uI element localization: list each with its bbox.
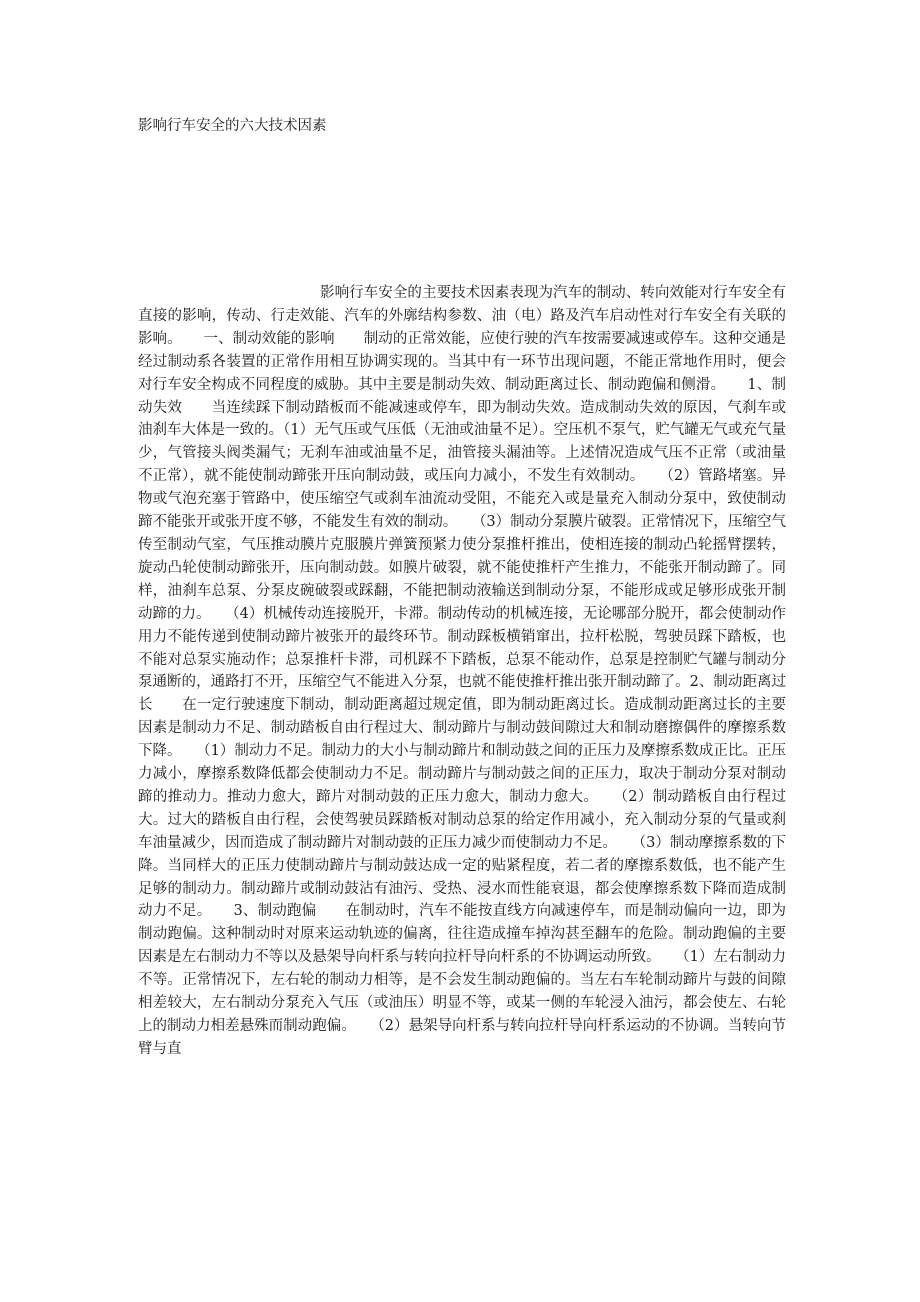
document-title: 影响行车安全的六大技术因素 — [138, 118, 327, 134]
document-body: 影响行车安全的主要技术因素表现为汽车的制动、转向效能对行车安全有直接的影响，传动、行走效能、汽车的外廓结构参数、油（电）路及汽车启动性对行车安全有关联的影响。 一、制动效能的影响 制动的正常效能，应使行驶的汽车按需要减速或停车。这种交通是经过制动系各装置的正常作用相互协调实现的。当其中有一环节出现问题，不能正常地作用时，便会对行车安全构成不同程度的威胁。其中主要是制动失效、制动距离过长、制动跑偏和侧滑。 1、制动失效 当连续踩下制动踏板而不能减速或停车，即为制动失效。造成制动失效的原因，气刹车或油刹车大体是一致的。（1）无气压或气压低（无油或油量不足）。空压机不泵气，贮气罐无气或充气量少，气管接头阀类漏气；无刹车油或油量不足，油管接头漏油等。上述情况造成气压不正常（或油量不正常），就不能使制动蹄张开压向制动鼓，或压向力减小，不发生有效制动。 （2）管路堵塞。异物或气泡充塞于管路中，使压缩空气或刹车油流动受阻，不能充入或是量充入制动分泵中，致使制动蹄不能张开或张开度不够，不能发生有效的制动。 （3）制动分泵膜片破裂。正常情况下，压缩空气传至制动气室，气压推动膜片克服膜片弹簧预紧力使分泵推杆推出，使相连接的制动凸轮摇臂摆转，旋动凸轮使制动蹄张开，压向制动鼓。如膜片破裂，就不能使推杆产生推力，不能张开制动蹄了。同样，油刹车总泵、分泵皮碗破裂或踩翻，不能把制动液输送到制动分泵，不能形成或足够形成张开制动蹄的力。 （4）机械传动连接脱开，卡滞。制动传动的机械连接，无论哪部分脱开，都会使制动作用力不能传递到使制动蹄片被张开的最终环节。制动踩板横销窜出，拉杆松脱，驾驶员踩下踏板，也不能对总泵实施动作；总泵推杆卡滞，司机踩不下踏板，总泵不能动作，总泵是控制贮气罐与制动分泵通断的，通路打不开，压缩空气不能进入分泵，也就不能使推杆推出张开制动蹄了。2、制动距离过长 在一定行驶速度下制动，制动距离超过规定值，即为制动距离过长。造成制动距离过长的主要因素是制动力不足、制动踏板自由行程过大、制动蹄片与制动鼓间隙过大和制动磨擦偶件的摩擦系数下降。 （1）制动力不足。制动力的大小与制动蹄片和制动鼓之间的正压力及摩擦系数成正比。正压力减小，摩擦系数降低都会使制动力不足。制动蹄片与制动鼓之间的正压力，取决于制动分泵对制动蹄的推动力。推动力愈大，蹄片对制动鼓的正压力愈大，制动力愈大。 （2）制动踏板自由行程过大。过大的踏板自由行程，会使驾驶员踩踏板对制动总泵的给定作用减小，充入制动分泵的气量或刹车油量减少，因而造成了制动蹄片对制动鼓的正压力减少而使制动力不足。 （3）制动摩擦系数的下降。当同样大的正压力使制动蹄片与制动鼓达成一定的贴紧程度，若二者的摩擦系数低，也不能产生足够的制动力。制动蹄片或制动鼓沾有油污、受热、浸水而性能衰退，都会使摩擦系数下降而造成制动力不足。 3、制动跑偏 在制动时，汽车不能按直线方向减速停车，而是制动偏向一边，即为制动跑偏。这种制动时对原来运动轨迹的偏离，往往造成撞车掉沟甚至翻车的危险。制动跑偏的主要因素是左右制动力不等以及悬架导向杆系与转向拉杆导向杆系的不协调运动所致。 （1）左右制动力不等。正常情况下，左右轮的制动力相等，是不会发生制动跑偏的。当左右车轮制动蹄片与鼓的间隙相差较大，左右制动分泵充入气压（或油压）明显不等，或某一侧的车轮浸入油污，都会使左、右轮上的制动力相差悬殊而制动跑偏。 （2）悬架导向杆系与转向拉杆导向杆系运动的不协调。当转向节臂与直 — [138, 285, 786, 1057]
